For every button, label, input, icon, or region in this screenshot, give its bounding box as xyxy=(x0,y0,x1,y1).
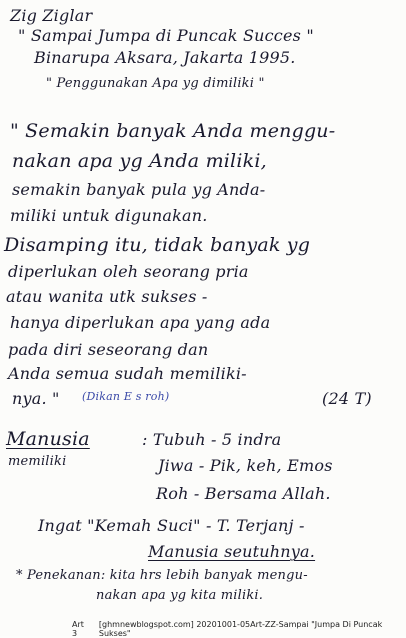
footer-source-text: [ghmnewblogspot.com] 20201001-05Art-ZZ-Sampai "Jumpa Di Puncak Sukses" xyxy=(98,620,383,638)
ingat-line-1: Ingat "Kemah Suci" - T. Terjanj - xyxy=(38,516,305,535)
quote-line-8: hanya diperlukan apa yang ada xyxy=(10,313,271,332)
footer-art-label: Art 3 xyxy=(72,620,84,638)
quote-line-3: semakin banyak pula yg Anda- xyxy=(12,180,266,199)
quote-line-1: " Semakin banyak Anda menggu- xyxy=(10,120,336,142)
publisher: Binarupa Aksara, Jakarta 1995. xyxy=(34,48,296,67)
emphasis-note-line-1: * Penekanan: kita hrs lebih banyak mengu- xyxy=(16,568,308,583)
manusia-label: Manusia xyxy=(6,428,90,450)
quote-line-10: Anda semua sudah memiliki- xyxy=(8,364,247,383)
book-title: " Sampai Jumpa di Puncak Succes " xyxy=(18,26,314,45)
quote-code: (24 T) xyxy=(322,389,372,408)
author-name: Zig Ziglar xyxy=(10,6,93,25)
quote-line-6: diperlukan oleh seorang pria xyxy=(8,262,249,281)
quote-line-11: nya. " xyxy=(12,389,60,408)
emphasis-note-line-2: nakan apa yg kita miliki. xyxy=(96,588,264,603)
quote-line-7: atau wanita utk sukses - xyxy=(6,287,208,306)
quote-line-4: miliki untuk digunakan. xyxy=(10,206,208,225)
quote-source-note: (Dikan E s roh) xyxy=(82,390,170,403)
manusia-row-spirit: Roh - Bersama Allah. xyxy=(156,484,331,503)
ingat-line-2: Manusia seutuhnya. xyxy=(148,542,316,561)
quote-line-5: Disamping itu, tidak banyak yg xyxy=(4,234,311,256)
quote-line-9: pada diri seseorang dan xyxy=(8,340,209,359)
memiliki-label: memiliki xyxy=(8,454,67,469)
manusia-row-body: : Tubuh - 5 indra xyxy=(142,430,282,449)
footer-caption xyxy=(0,622,406,636)
chapter-title: " Penggunakan Apa yg dimiliki " xyxy=(46,76,265,91)
quote-line-2: nakan apa yg Anda miliki, xyxy=(12,150,267,172)
manusia-row-soul: Jiwa - Pik, keh, Emos xyxy=(158,456,333,475)
